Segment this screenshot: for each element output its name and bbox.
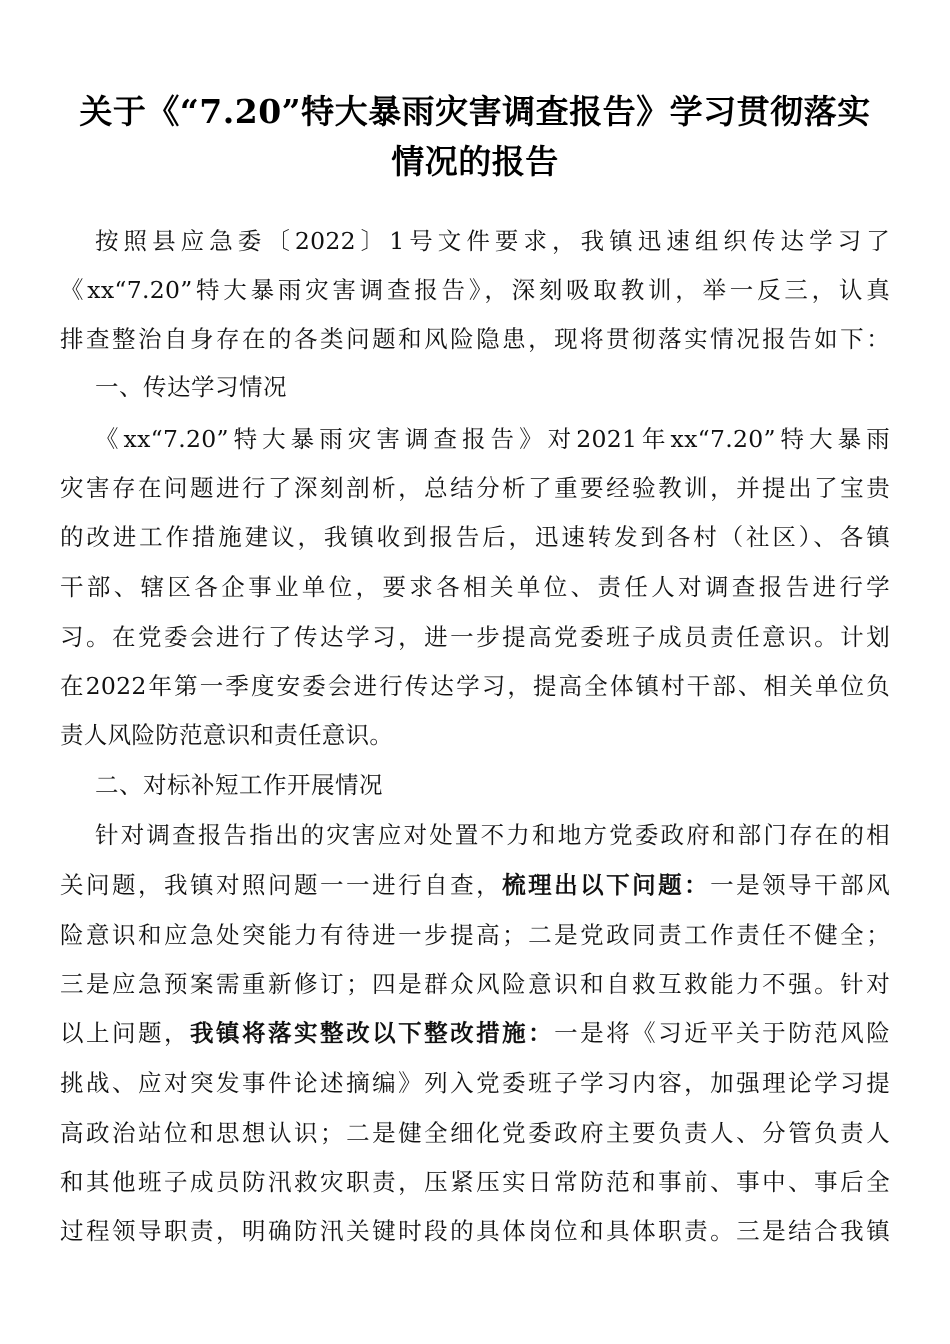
section-1-line-3: 的改进工作措施建议，我镇收到报告后，迅速转发到各村（社区）、各镇 [60, 523, 890, 551]
document-title-line-2: 情况的报告 [391, 142, 559, 181]
section-2-line-6: 挑战、应对突发事件论述摘编》列入党委班子学习内容，加强理论学习提 [60, 1069, 890, 1097]
section-2-line-5-text: 以上问题， [60, 1019, 191, 1047]
section-1-line-2: 灾害存在问题进行了深刻剖析，总结分析了重要经验教训，并提出了宝贵 [60, 474, 890, 502]
section-2-line-3: 险意识和应急处突能力有待进一步提高；二是党政同责工作责任不健全； [60, 921, 890, 949]
section-2-line-2-text-after: 一是领导干部风 [710, 871, 890, 899]
section-2-line-1: 针对调查报告指出的灾害应对处置不力和地方党委政府和部门存在的相 [95, 821, 890, 849]
section-2-heading: 二、对标补短工作开展情况 [95, 771, 383, 799]
section-1-heading: 一、传达学习情况 [95, 373, 287, 401]
intro-line-2: 《xx“7.20”特大暴雨灾害调查报告》，深刻吸取教训，举一反三，认真 [60, 276, 890, 304]
section-2-line-8: 和其他班子成员防汛救灾职责，压紧压实日常防范和事前、事中、事后全 [60, 1168, 890, 1196]
intro-line-1: 按照县应急委〔2022〕1号文件要求，我镇迅速组织传达学习了 [95, 227, 890, 255]
section-2-line-2-text: 关问题，我镇对照问题一一进行自查， [60, 871, 503, 899]
section-2-line-2 [60, 870, 890, 900]
section-2-bold-measures: 我镇将落实整改以下整改措施： [190, 1019, 555, 1047]
section-1-line-4: 干部、辖区各企事业单位，要求各相关单位、责任人对调查报告进行学 [60, 573, 890, 601]
document-title-line-1: 关于《“7.20”特大暴雨灾害调查报告》学习贯彻落实 [79, 92, 871, 131]
section-1-line-5: 习。在党委会进行了传达学习，进一步提高党委班子成员责任意识。计划 [60, 623, 890, 651]
section-2-line-4: 三是应急预案需重新修订；四是群众风险意识和自救互救能力不强。针对 [60, 970, 890, 998]
section-2-line-5 [60, 1018, 890, 1048]
section-1-line-6: 在2022年第一季度安委会进行传达学习，提高全体镇村干部、相关单位负 [60, 672, 890, 700]
intro-line-3: 排查整治自身存在的各类问题和风险隐患，现将贯彻落实情况报告如下： [60, 325, 890, 353]
section-1-line-7: 责人风险防范意识和责任意识。 [60, 721, 394, 749]
section-1-line-1: 《xx“7.20”特大暴雨灾害调查报告》对2021年xx“7.20”特大暴雨 [95, 425, 890, 453]
section-2-line-5-text-after: 一是将《习近平关于防范风险 [554, 1019, 890, 1047]
section-2-line-9: 过程领导职责，明确防汛关键时段的具体岗位和具体职责。三是结合我镇 [60, 1217, 890, 1245]
section-2-bold-problems: 梳理出以下问题： [502, 871, 711, 899]
section-2-line-7: 高政治站位和思想认识；二是健全细化党委政府主要负责人、分管负责人 [60, 1119, 890, 1147]
